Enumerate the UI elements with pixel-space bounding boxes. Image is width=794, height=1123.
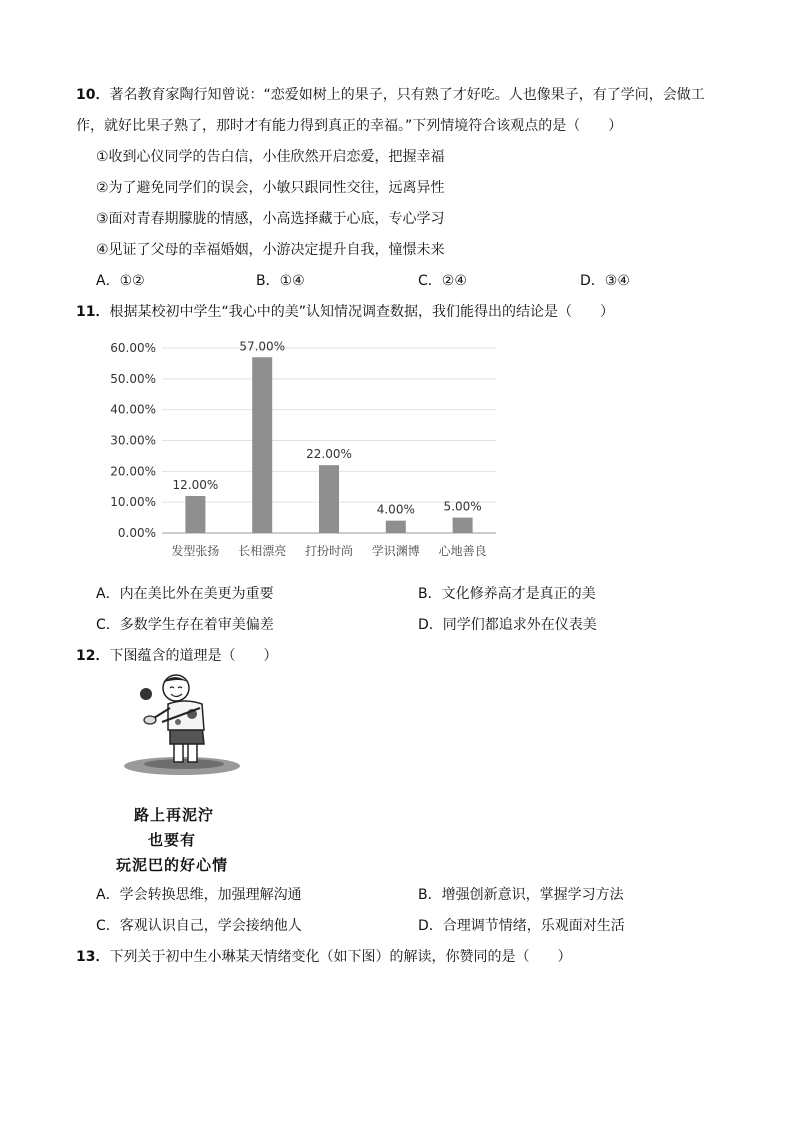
bar-value-label: 22.00% bbox=[306, 447, 352, 462]
q11-option-a[interactable]: A．内在美比外在美更为重要 bbox=[96, 586, 274, 602]
q10-option-c[interactable]: C．②④ bbox=[418, 273, 467, 289]
q12-option-a[interactable]: A．学会转换思维，加强理解沟通 bbox=[96, 887, 302, 903]
q12-stem-text: 下图蕴含的道理是（ ） bbox=[109, 648, 278, 664]
y-tick-label: 0.00% bbox=[117, 526, 156, 540]
boy-playing-mud-illustration bbox=[118, 674, 242, 786]
bar-value-label: 5.00% bbox=[443, 499, 482, 514]
q12-number: 12． bbox=[76, 648, 110, 664]
bar-value-label: 57.00% bbox=[239, 339, 286, 354]
q13-stem-text: 下列关于初中生小琳某天情绪变化（如下图）的解读，你赞同的是（ ） bbox=[109, 949, 572, 965]
q10-stem-text1: 著名教育家陶行知曾说：“恋爱如树上的果子，只有熟了才好吃。人也像果子，有了学问，会做工 bbox=[109, 87, 705, 103]
q10-option-b[interactable]: B．①④ bbox=[256, 273, 305, 289]
bar bbox=[453, 518, 473, 533]
cartoon-caption-line1: 路上再泥泞 bbox=[134, 806, 215, 824]
q12-option-d[interactable]: D．合理调节情绪，乐观面对生活 bbox=[418, 918, 625, 934]
q10-statement-2: ②为了避免同学们的误会，小敏只跟同性交往，远离异性 bbox=[96, 180, 445, 196]
q11-option-c[interactable]: C．多数学生存在着审美偏差 bbox=[96, 617, 274, 633]
q10-option-d[interactable]: D．③④ bbox=[580, 273, 630, 289]
survey-bar-chart bbox=[100, 328, 510, 568]
bar-value-label: 12.00% bbox=[172, 478, 219, 492]
q10-option-a[interactable]: A．①② bbox=[96, 273, 145, 289]
y-tick-label: 40.00% bbox=[110, 402, 156, 417]
x-category-label: 学识渊博 bbox=[371, 544, 420, 558]
q10-statement-1: ①收到心仪同学的告白信，小佳欣然开启恋爱，把握幸福 bbox=[96, 149, 445, 165]
bar bbox=[252, 357, 272, 533]
bar-value-label: 4.00% bbox=[376, 502, 415, 517]
x-category-label: 发型张扬 bbox=[171, 544, 220, 558]
y-tick-label: 20.00% bbox=[110, 464, 156, 479]
q12-stem bbox=[76, 645, 277, 665]
x-category-label: 心地善良 bbox=[438, 544, 487, 558]
q11-stem-text: 根据某校初中学生“我心中的美”认知情况调查数据，我们能得出的结论是（ ） bbox=[109, 304, 614, 320]
y-tick-label: 50.00% bbox=[110, 371, 156, 386]
q11-stem bbox=[76, 301, 614, 321]
q12-option-c[interactable]: C．客观认识自己，学会接纳他人 bbox=[96, 918, 302, 934]
bar bbox=[386, 521, 406, 533]
y-tick-label: 30.00% bbox=[110, 433, 156, 448]
bar bbox=[319, 465, 339, 533]
q10-stem-line1 bbox=[76, 84, 705, 104]
cartoon-caption-line2: 也要有 bbox=[148, 831, 197, 849]
q11-option-b[interactable]: B．文化修养高才是真正的美 bbox=[418, 586, 596, 602]
q10-statement-4: ④见证了父母的幸福婚姻，小游决定提升自我，憧憬未来 bbox=[96, 242, 445, 258]
cartoon-caption-line3: 玩泥巴的好心情 bbox=[116, 856, 229, 874]
y-tick-label: 10.00% bbox=[110, 495, 156, 510]
q13-stem bbox=[76, 946, 571, 966]
q11-number: 11． bbox=[76, 304, 110, 320]
q12-option-b[interactable]: B．增强创新意识，掌握学习方法 bbox=[418, 887, 624, 903]
x-category-label: 打扮时尚 bbox=[304, 544, 354, 558]
q10-stem-line2: 作，就好比果子熟了，那时才有能力得到真正的幸福。”下列情境符合该观点的是（ ） bbox=[76, 118, 623, 134]
y-tick-label: 60.00% bbox=[110, 341, 156, 355]
bar bbox=[185, 496, 205, 533]
q13-number: 13． bbox=[76, 949, 110, 965]
q10-number: 10． bbox=[76, 87, 110, 103]
x-category-label: 长相漂亮 bbox=[238, 544, 287, 558]
q10-statement-3: ③面对青春期朦胧的情感，小高选择藏于心底，专心学习 bbox=[96, 211, 445, 227]
q11-option-d[interactable]: D．同学们都追求外在仪表美 bbox=[418, 617, 597, 633]
